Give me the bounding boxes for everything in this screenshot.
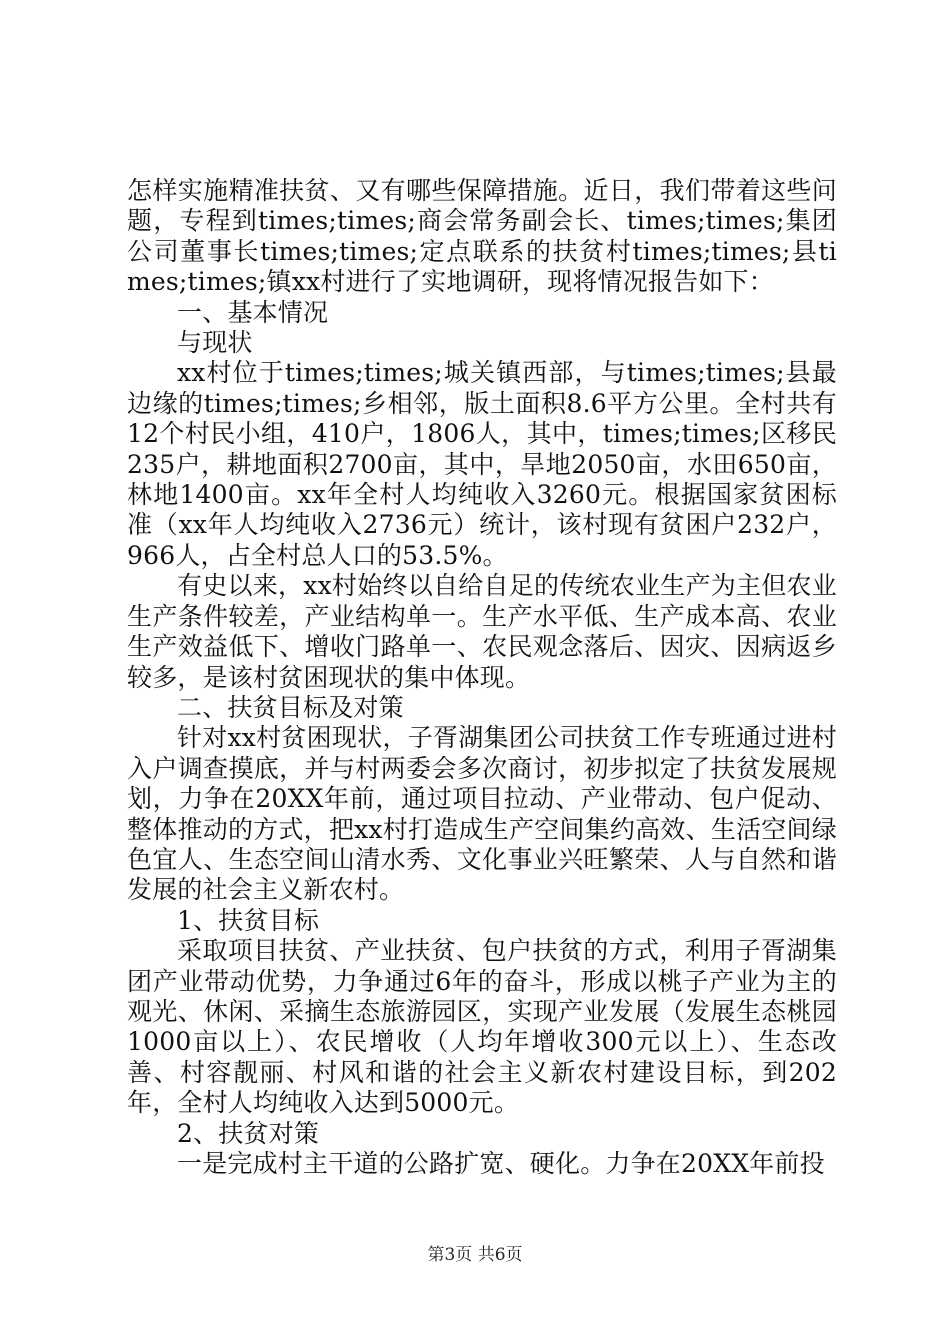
paragraph-measure-one: 一是完成村主干道的公路扩宽、硬化。力争在20XX年前投 (177, 1149, 825, 1178)
heading-poverty-measures: 2、扶贫对策 (177, 1118, 320, 1148)
page-number-footer: 第3页 共6页 (427, 1245, 523, 1265)
paragraph-development-plan: 针对xx村贫困现状，子胥湖集团公司扶贫工作专班通过进村入户调查摸底，并与村两委会多次商讨，初步拟定了扶贫发展规划，力争在20XX年前，通过项目拉动、产业带动、包户促动、整体推动的方式，把xx村打造成生产空间集约高效、生活空间绿色宜人、生态空间山清水秀、文化事业兴旺繁荣、人与自然和谐发展的社会主义新农村。 (127, 723, 837, 905)
paragraph-poverty-causes: 有史以来，xx村始终以自给自足的传统农业生产为主但农业生产条件较差，产业结构单一。生产水平低、生产成本高、农业生产效益低下、增收门路单一、农民观念落后、因灾、因病返乡较多，是该村贫困现状的集中体现。 (127, 571, 837, 692)
heading-poverty-goals: 1、扶贫目标 (177, 905, 320, 935)
heading-current-status: 与现状 (177, 328, 253, 358)
paragraph-village-profile: xx村位于times;times;城关镇西部，与times;times;县最边缘的times;times;乡相邻，版土面积8.6平方公里。全村共有12个村民小组，410户，1806人，其中，times;times;区移民235户，耕地面积2700亩，其中，旱地2050亩，水田650亩，林地1400亩。xx年全村人均纯收入3260元。根据国家贫困标准（xx年人均纯收入2736元）统计，该村现有贫困户232户，966人，占全村总人口的53.5%。 (127, 358, 837, 570)
paragraph-goals-detail: 采取项目扶贫、产业扶贫、包户扶贫的方式，利用子胥湖集团产业带动优势，力争通过6年的奋斗，形成以桃子产业为主的观光、休闲、采摘生态旅游园区，实现产业发展（发展生态桃园1000亩以上）、农民增收（人均年增收300元以上）、生态改善、村容靓丽、村风和谐的社会主义新农村建设目标，到202年，全村人均纯收入达到5000元。 (127, 936, 837, 1118)
heading-basic-situation: 一、基本情况 (177, 297, 329, 327)
paragraph-intro: 怎样实施精准扶贫、又有哪些保障措施。近日，我们带着这些问题，专程到times;times;商会常务副会长、times;times;集团公司董事长times;times;定点联系的扶贫村times;times;县times;times;镇xx村进行了实地调研，现将情况报告如下： (127, 176, 837, 297)
heading-goals-and-measures: 二、扶贫目标及对策 (177, 692, 404, 722)
document-body (127, 176, 837, 1179)
